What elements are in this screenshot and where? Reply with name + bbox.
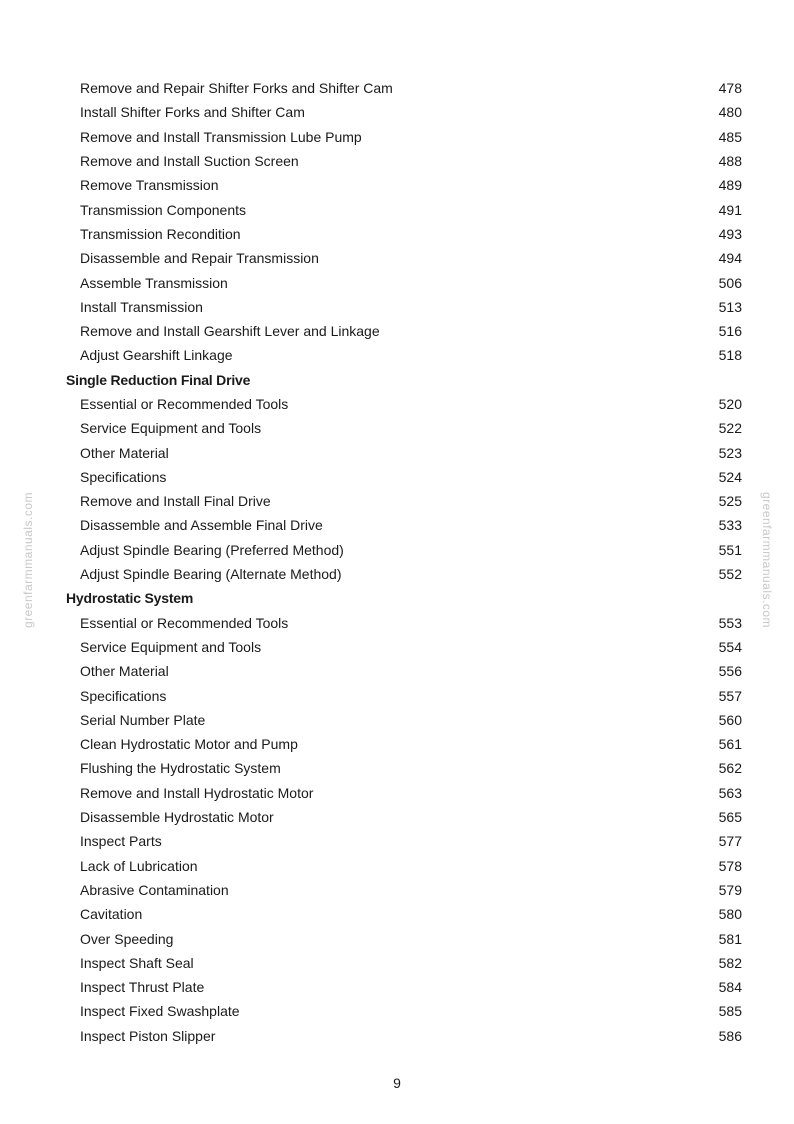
section-title: Single Reduction Final Drive [66,371,251,388]
entry-page-number: 523 [718,444,742,461]
toc-entry[interactable] [66,805,742,829]
toc-entry[interactable] [66,343,742,367]
entry-page-number: 513 [718,298,742,315]
entry-page-number: 493 [718,225,742,242]
section-title: Hydrostatic System [66,590,194,607]
entry-page-number: 560 [718,711,742,728]
entry-title: Inspect Piston Slipper [80,1027,216,1044]
entry-page-number: 533 [718,517,742,534]
entry-title: Remove Transmission [80,177,219,194]
entry-title: Inspect Thrust Plate [80,979,205,996]
entry-title: Flushing the Hydrostatic System [80,760,281,777]
entry-title: Service Equipment and Tools [80,420,262,437]
watermark-left: greenfarmmanuals.com [21,491,35,629]
entry-title: Adjust Gearshift Linkage [80,347,233,364]
toc-entry[interactable] [66,951,742,975]
toc-entry[interactable] [66,76,742,100]
entry-page-number: 516 [718,323,742,340]
toc-entry[interactable] [66,319,742,343]
toc-entry[interactable] [66,416,742,440]
entry-title: Adjust Spindle Bearing (Preferred Method) [80,541,344,558]
entry-page-number: 577 [718,833,742,850]
entry-page-number: 584 [718,979,742,996]
entry-page-number: 557 [718,687,742,704]
toc-entry[interactable] [66,708,742,732]
entry-page-number: 553 [718,614,742,631]
entry-title: Cavitation [80,906,143,923]
toc-entry[interactable] [66,392,742,416]
entry-title: Remove and Install Suction Screen [80,153,299,170]
entry-title: Remove and Install Gearshift Lever and Linkage [80,323,380,340]
entry-title: Over Speeding [80,930,174,947]
entry-title: Inspect Parts [80,833,162,850]
table-of-contents [66,76,742,1048]
toc-section-heading [66,368,742,392]
toc-entry[interactable] [66,999,742,1023]
entry-page-number: 586 [718,1027,742,1044]
entry-title: Disassemble and Repair Transmission [80,250,319,267]
entry-title: Disassemble and Assemble Final Drive [80,517,323,534]
toc-entry[interactable] [66,975,742,999]
entry-page-number: 552 [718,566,742,583]
entry-page-number: 525 [718,493,742,510]
entry-title: Other Material [80,444,169,461]
toc-entry[interactable] [66,513,742,537]
toc-entry[interactable] [66,854,742,878]
entry-page-number: 581 [718,930,742,947]
entry-page-number: 578 [718,857,742,874]
toc-entry[interactable] [66,781,742,805]
toc-entry[interactable] [66,173,742,197]
entry-page-number: 563 [718,784,742,801]
toc-entry[interactable] [66,440,742,464]
entry-page-number: 520 [718,396,742,412]
toc-entry[interactable] [66,1024,742,1048]
entry-title: Transmission Recondition [80,225,241,242]
toc-entry[interactable] [66,125,742,149]
toc-entry[interactable] [66,683,742,707]
entry-title: Other Material [80,663,169,680]
entry-page-number: 506 [718,274,742,291]
toc-entry[interactable] [66,295,742,319]
entry-title: Specifications [80,687,167,704]
entry-title: Disassemble Hydrostatic Motor [80,809,274,826]
entry-page-number: 489 [718,177,742,194]
toc-entry[interactable] [66,756,742,780]
entry-page-number: 494 [718,250,742,267]
toc-entry[interactable] [66,878,742,902]
toc-entry[interactable] [66,635,742,659]
entry-title: Adjust Spindle Bearing (Alternate Method) [80,566,342,583]
entry-page-number: 585 [718,1003,742,1020]
toc-entry[interactable] [66,197,742,221]
entry-page-number: 582 [718,954,742,971]
entry-title: Install Shifter Forks and Shifter Cam [80,104,305,121]
entry-title: Serial Number Plate [80,711,206,728]
entry-title: Abrasive Contamination [80,881,229,898]
entry-page-number: 565 [718,809,742,826]
toc-entry[interactable] [66,538,742,562]
entry-page-number: 478 [718,80,742,97]
toc-entry[interactable] [66,246,742,270]
entry-title: Remove and Repair Shifter Forks and Shifter Cam [80,80,393,97]
entry-title: Remove and Install Hydrostatic Motor [80,784,314,801]
toc-entry[interactable] [66,926,742,950]
entry-page-number: 524 [718,468,742,485]
entry-page-number: 522 [718,420,742,437]
entry-page-number: 579 [718,881,742,898]
toc-section-heading [66,586,742,610]
toc-entry[interactable] [66,562,742,586]
entry-title: Assemble Transmission [80,274,228,291]
entry-page-number: 551 [718,541,742,558]
entry-title: Essential or Recommended Tools [80,614,289,631]
entry-page-number: 518 [718,347,742,364]
entry-title: Clean Hydrostatic Motor and Pump [80,736,298,753]
entry-title: Lack of Lubrication [80,857,198,874]
entry-title: Remove and Install Transmission Lube Pump [80,128,362,145]
page-number: 9 [393,1075,401,1091]
toc-entry[interactable] [66,611,742,635]
toc-entry[interactable] [66,100,742,124]
toc-entry[interactable] [66,222,742,246]
entry-page-number: 562 [718,760,742,777]
entry-title: Inspect Fixed Swashplate [80,1003,240,1020]
toc-entry[interactable] [66,489,742,513]
entry-title: Service Equipment and Tools [80,638,262,655]
toc-entry[interactable] [66,659,742,683]
entry-title: Install Transmission [80,298,203,315]
entry-page-number: 480 [718,104,742,121]
watermark-right: greenfarmmanuals.com [760,491,774,629]
entry-page-number: 491 [718,201,742,218]
entry-page-number: 556 [718,663,742,680]
entry-page-number: 488 [718,153,742,170]
entry-page-number: 485 [718,128,742,145]
entry-title: Inspect Shaft Seal [80,954,194,971]
toc-entry[interactable] [66,902,742,926]
entry-title: Specifications [80,468,167,485]
toc-entry[interactable] [66,732,742,756]
entry-title: Essential or Recommended Tools [80,396,289,412]
toc-entry[interactable] [66,149,742,173]
toc-entry[interactable] [66,270,742,294]
toc-entry[interactable] [66,829,742,853]
entry-page-number: 561 [718,736,742,753]
entry-title: Remove and Install Final Drive [80,493,271,510]
entry-page-number: 554 [718,638,742,655]
entry-page-number: 580 [718,906,742,923]
toc-entry[interactable] [66,465,742,489]
entry-title: Transmission Components [80,201,246,218]
